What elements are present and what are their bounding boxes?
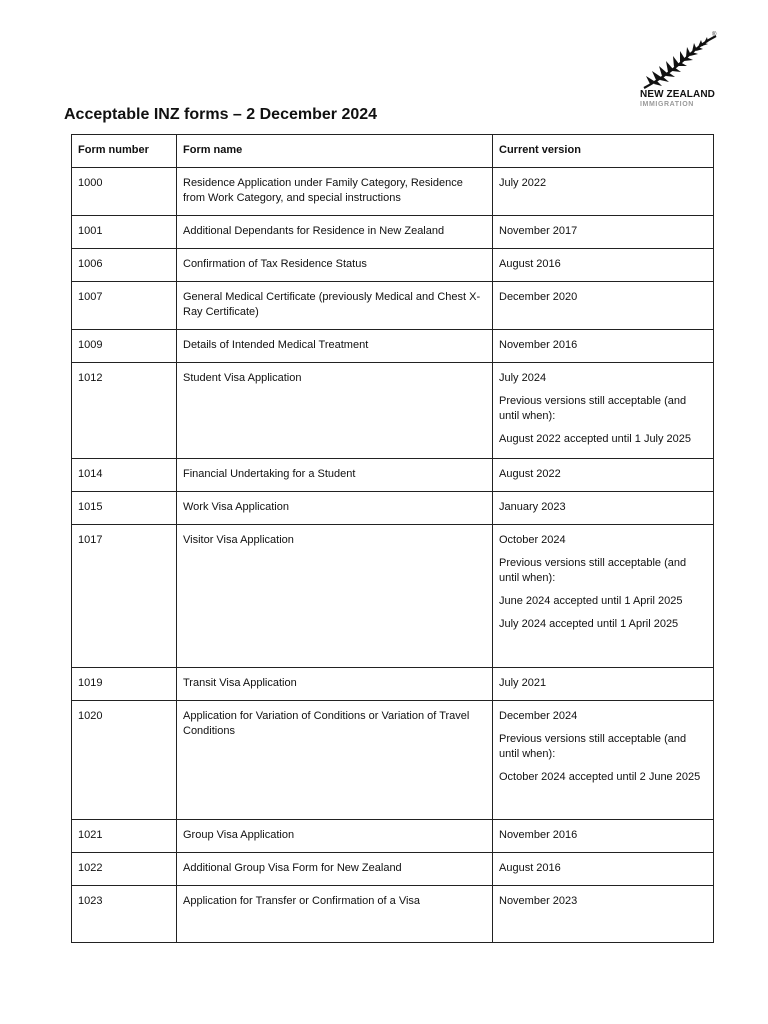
current-version-cell bbox=[493, 886, 714, 943]
form-number-cell: 1022 bbox=[72, 853, 177, 886]
form-name-cell: Visitor Visa Application bbox=[177, 525, 493, 668]
version-line: Previous versions still acceptable (and until when): bbox=[499, 557, 687, 584]
table-row bbox=[72, 820, 714, 853]
form-name-cell: Student Visa Application bbox=[177, 363, 493, 459]
form-number-cell: 1020 bbox=[72, 701, 177, 820]
version-line: June 2024 accepted until 1 April 2025 bbox=[499, 595, 683, 607]
version-line: July 2024 accepted until 1 April 2025 bbox=[499, 618, 679, 630]
current-version-cell bbox=[493, 363, 714, 459]
nz-immigration-logo bbox=[636, 34, 726, 112]
form-number-cell: 1014 bbox=[72, 459, 177, 492]
form-name-cell: Transit Visa Application bbox=[177, 668, 493, 701]
forms-table bbox=[71, 134, 714, 943]
table-row bbox=[72, 459, 714, 492]
version-line: August 2016 bbox=[499, 258, 561, 270]
current-version-cell bbox=[493, 525, 714, 668]
version-line: August 2022 accepted until 1 July 2025 bbox=[499, 433, 692, 445]
form-name-cell: Residence Application under Family Category, Residence from Work Category, and special instructions bbox=[177, 168, 493, 216]
table-row bbox=[72, 216, 714, 249]
version-line: July 2021 bbox=[499, 677, 547, 689]
current-version-cell bbox=[493, 249, 714, 282]
form-number-cell: 1006 bbox=[72, 249, 177, 282]
silver-fern-icon bbox=[640, 34, 720, 90]
current-version-cell bbox=[493, 168, 714, 216]
current-version-cell bbox=[493, 459, 714, 492]
form-number-cell: 1009 bbox=[72, 330, 177, 363]
logo-name: NEW ZEALAND bbox=[640, 89, 715, 100]
version-line: November 2023 bbox=[499, 895, 578, 907]
form-name-cell: Application for Transfer or Confirmation of a Visa bbox=[177, 886, 493, 943]
version-line: January 2023 bbox=[499, 501, 566, 513]
version-line: July 2024 bbox=[499, 372, 547, 384]
table-row bbox=[72, 249, 714, 282]
table-row bbox=[72, 886, 714, 943]
form-number-cell: 1001 bbox=[72, 216, 177, 249]
version-line: Previous versions still acceptable (and until when): bbox=[499, 395, 687, 422]
form-name-cell: Application for Variation of Conditions or Variation of Travel Conditions bbox=[177, 701, 493, 820]
table-row bbox=[72, 853, 714, 886]
form-name-cell: Additional Group Visa Form for New Zealand bbox=[177, 853, 493, 886]
table-row bbox=[72, 701, 714, 820]
current-version-cell bbox=[493, 492, 714, 525]
current-version-cell bbox=[493, 330, 714, 363]
table-row bbox=[72, 168, 714, 216]
table-header-row bbox=[72, 135, 714, 168]
form-number-cell: 1007 bbox=[72, 282, 177, 330]
form-number-cell: 1017 bbox=[72, 525, 177, 668]
version-line: October 2024 bbox=[499, 534, 566, 546]
table-row bbox=[72, 492, 714, 525]
version-line: December 2024 bbox=[499, 710, 578, 722]
header-form-number: Form number bbox=[72, 135, 177, 168]
current-version-cell bbox=[493, 853, 714, 886]
version-line: November 2017 bbox=[499, 225, 578, 237]
form-number-cell: 1019 bbox=[72, 668, 177, 701]
form-number-cell: 1015 bbox=[72, 492, 177, 525]
logo-subtitle: IMMIGRATION bbox=[640, 101, 694, 108]
version-line: November 2016 bbox=[499, 339, 578, 351]
form-name-cell: Confirmation of Tax Residence Status bbox=[177, 249, 493, 282]
version-line: July 2022 bbox=[499, 177, 547, 189]
form-name-cell: Details of Intended Medical Treatment bbox=[177, 330, 493, 363]
version-line: December 2020 bbox=[499, 291, 578, 303]
form-name-cell: Additional Dependants for Residence in New Zealand bbox=[177, 216, 493, 249]
version-line: August 2022 bbox=[499, 468, 561, 480]
table-row bbox=[72, 525, 714, 668]
form-name-cell: General Medical Certificate (previously Medical and Chest X-Ray Certificate) bbox=[177, 282, 493, 330]
form-name-cell: Work Visa Application bbox=[177, 492, 493, 525]
table-row bbox=[72, 282, 714, 330]
form-name-cell: Financial Undertaking for a Student bbox=[177, 459, 493, 492]
version-line: November 2016 bbox=[499, 829, 578, 841]
version-line: Previous versions still acceptable (and until when): bbox=[499, 733, 687, 760]
current-version-cell bbox=[493, 216, 714, 249]
table-row bbox=[72, 668, 714, 701]
header-form-name: Form name bbox=[177, 135, 493, 168]
registered-mark: ® bbox=[712, 32, 717, 38]
current-version-cell bbox=[493, 820, 714, 853]
version-line: October 2024 accepted until 2 June 2025 bbox=[499, 771, 701, 783]
table-row bbox=[72, 330, 714, 363]
form-name-cell: Group Visa Application bbox=[177, 820, 493, 853]
document-title: Acceptable INZ forms – 2 December 2024 bbox=[64, 106, 378, 123]
version-line: August 2016 bbox=[499, 862, 561, 874]
header-current-version: Current version bbox=[493, 135, 714, 168]
current-version-cell bbox=[493, 701, 714, 820]
form-number-cell: 1021 bbox=[72, 820, 177, 853]
form-number-cell: 1000 bbox=[72, 168, 177, 216]
current-version-cell bbox=[493, 282, 714, 330]
current-version-cell bbox=[493, 668, 714, 701]
form-number-cell: 1023 bbox=[72, 886, 177, 943]
table-row bbox=[72, 363, 714, 459]
form-number-cell: 1012 bbox=[72, 363, 177, 459]
